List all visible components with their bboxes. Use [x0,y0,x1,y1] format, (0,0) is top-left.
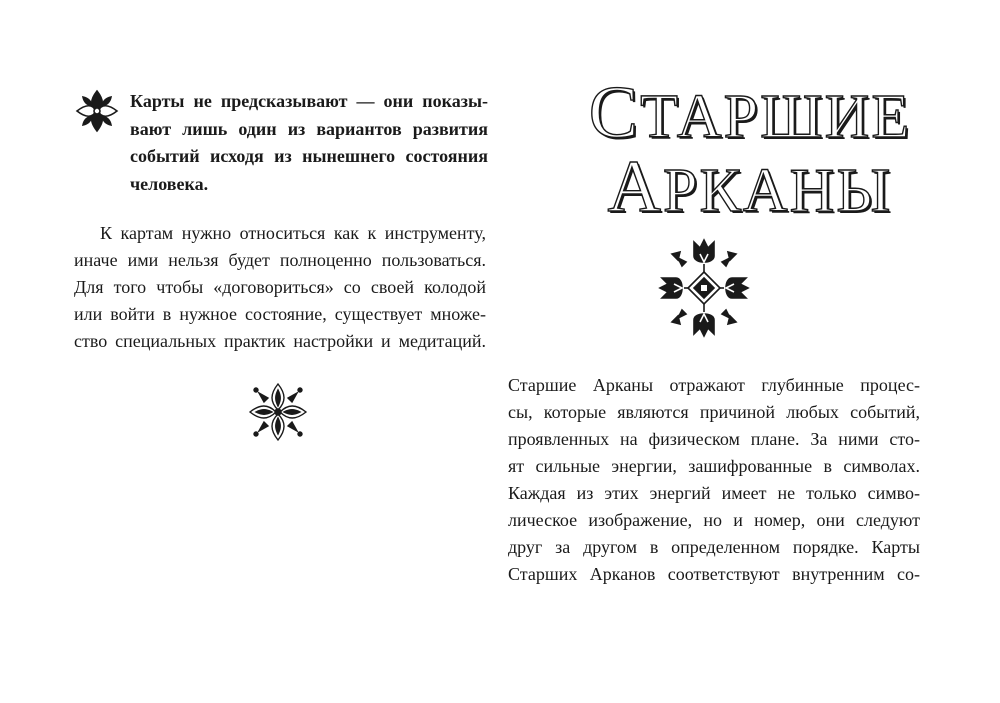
body-line: или войти в нужное состояние, существует множе- [74,304,486,324]
body-line: проявленных на физическом плане. За ними сто- [508,429,920,449]
body-line: иначе ими нельзя будет полноценно пользоваться. [74,250,486,270]
body-line: ят сильные энергии, зашифрованные в символах. [508,456,920,476]
body-line: Старшие Арканы отражают глубинные процес- [508,375,920,395]
chapter-title-line-2 [500,146,1000,228]
chapter-title-rest: РКАНЫ [663,157,893,225]
body-line: К картам нужно относиться как к инструменту, [100,223,486,243]
right-page [500,0,1000,703]
body-line: ство специальных практик настройки и медитаций. [74,331,486,351]
chapter-title-initial: А [607,146,663,228]
right-body-paragraph [508,372,920,588]
chapter-title-rest: ТАРШИЕ [640,83,912,151]
body-line: лическое изображение, но и номер, они следуют [508,510,920,530]
callout-line: Карты не предсказывают — они показы- [130,91,488,111]
body-line: Каждая из этих энергий имеет не только симво- [508,483,920,503]
left-body-paragraph [74,220,486,355]
chapter-title-line-1 [500,72,1000,154]
chapter-title [500,72,1000,228]
floral-star-icon [246,380,310,444]
tulip-cross-icon [656,236,752,340]
flourish-icon [74,88,120,134]
callout-line: вают лишь один из вариантов развития [130,118,488,139]
callout-text [130,88,488,198]
body-line: друг за другом в определенном порядке. Карты [508,537,920,557]
callout-line: человека. [130,173,209,194]
body-line: Старших Арканов соответствуют внутренним со- [508,564,920,584]
body-line: сы, которые являются причиной любых событий, [508,402,920,422]
callout-line: событий исходя из нынешнего состояния [130,146,488,166]
body-line: Для того чтобы «договориться» со своей колодой [74,277,486,297]
chapter-title-initial: С [588,72,641,154]
